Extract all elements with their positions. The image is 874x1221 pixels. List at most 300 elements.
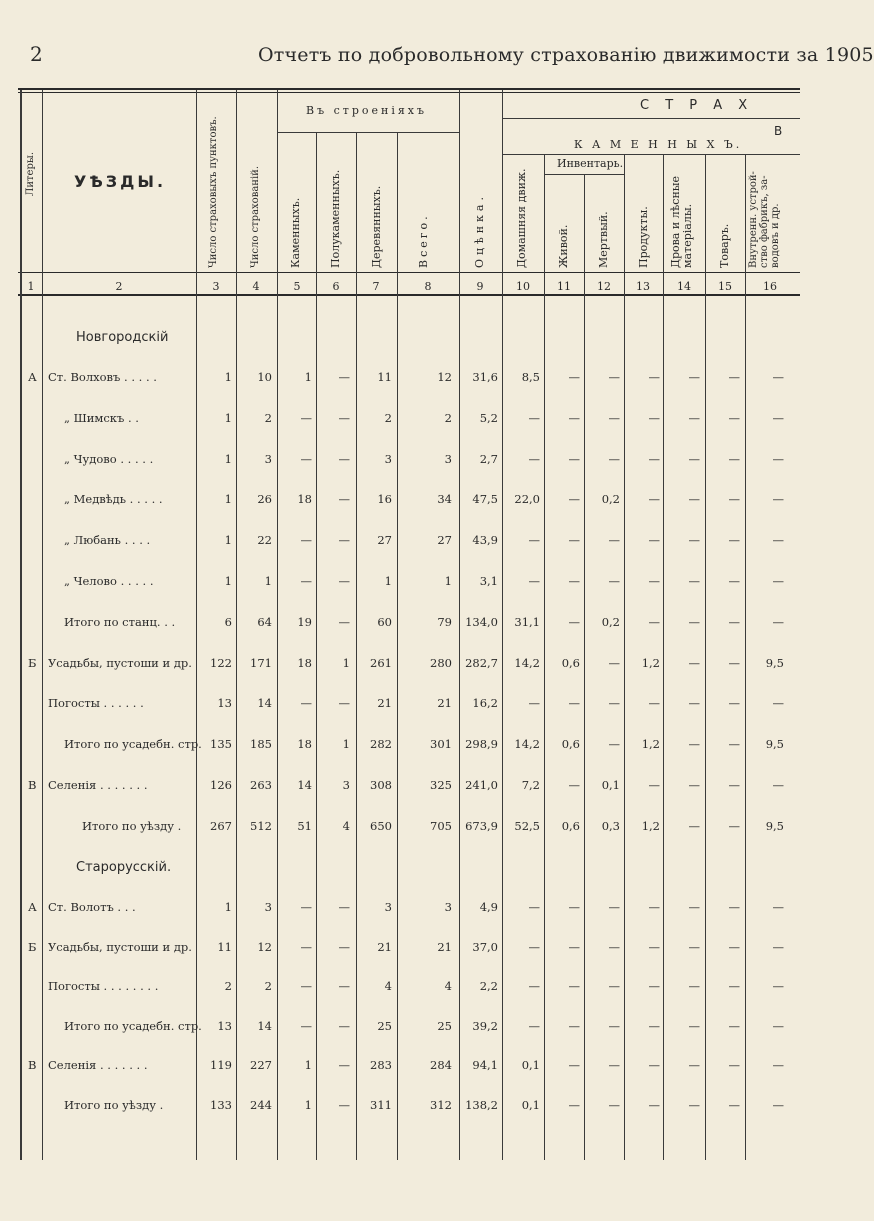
cell-value: 13: [217, 1018, 232, 1033]
header-v-stroeniyah: Въ строеніяхъ: [306, 104, 427, 117]
cell-value: 134,0: [465, 614, 498, 629]
cell-value: 284: [430, 1058, 452, 1072]
row-name: „ Челово . . . . .: [64, 574, 154, 588]
cell-value: 3: [444, 900, 452, 914]
table-row: [0, 819, 800, 839]
cell-value: —: [300, 410, 312, 425]
row-name: Погосты . . . . . . . .: [48, 979, 159, 993]
header-col13: Продукты.: [637, 206, 650, 268]
table-row: [0, 696, 800, 716]
cell-value: 311: [370, 1097, 392, 1112]
cell-value: —: [338, 979, 350, 993]
cell-value: 21: [377, 696, 392, 711]
cell-value: 21: [437, 696, 452, 711]
cell-value: —: [728, 1097, 740, 1112]
cell-value: —: [568, 1018, 580, 1033]
column-number: 5: [293, 280, 301, 293]
cell-value: 25: [437, 1018, 452, 1033]
cell-value: 227: [250, 1058, 272, 1072]
cell-value: 31,6: [472, 370, 498, 384]
cell-value: 282,7: [465, 655, 498, 670]
cell-value: 1,2: [641, 737, 660, 752]
column-number: 8: [424, 280, 432, 293]
cell-value: 673,9: [465, 818, 498, 833]
cell-value: —: [688, 533, 700, 548]
cell-value: —: [300, 900, 312, 914]
column-number: 11: [557, 280, 571, 293]
cell-value: 16,2: [472, 696, 498, 711]
cell-value: 1: [224, 492, 232, 507]
cell-value: —: [528, 574, 540, 588]
header-col6: Полукаменныхъ.: [329, 169, 342, 268]
cell-value: 27: [377, 533, 392, 548]
row-name: Ст. Волотъ . . .: [48, 900, 136, 914]
cell-value: —: [728, 574, 740, 588]
cell-value: —: [648, 1097, 660, 1112]
cell-value: —: [728, 655, 740, 670]
cell-value: —: [728, 818, 740, 833]
cell-value: —: [688, 696, 700, 711]
cell-value: 2: [444, 410, 452, 425]
cell-value: —: [688, 778, 700, 792]
cell-value: —: [648, 410, 660, 425]
cell-value: 22,0: [514, 492, 540, 507]
cell-value: 261: [370, 655, 392, 670]
cell-value: —: [338, 939, 350, 954]
cell-value: —: [688, 1058, 700, 1072]
header-litera: Литеры.: [25, 152, 36, 196]
cell-value: —: [728, 492, 740, 507]
cell-value: —: [772, 696, 784, 711]
cell-value: —: [772, 939, 784, 954]
cell-value: 43,9: [472, 533, 498, 548]
cell-value: 1,2: [641, 655, 660, 670]
cell-value: —: [688, 1097, 700, 1112]
header-col15: Товаръ.: [718, 223, 731, 268]
cell-value: 37,0: [472, 939, 498, 954]
cell-value: —: [608, 574, 620, 588]
cell-value: 241,0: [465, 778, 498, 792]
cell-value: —: [648, 900, 660, 914]
row-letter: Б: [28, 939, 37, 954]
cell-value: 21: [437, 939, 452, 954]
cell-value: 21: [377, 939, 392, 954]
cell-value: —: [338, 696, 350, 711]
cell-value: 47,5: [472, 492, 498, 507]
cell-value: 135: [210, 737, 232, 752]
cell-value: 26: [257, 492, 272, 507]
cell-value: —: [728, 778, 740, 792]
cell-value: 1: [224, 574, 232, 588]
cell-value: 51: [297, 818, 312, 833]
cell-value: —: [300, 939, 312, 954]
cell-value: 3: [342, 778, 350, 792]
row-name: Итого по уѣзду .: [64, 1097, 164, 1112]
column-number: 13: [636, 280, 650, 293]
cell-value: —: [648, 979, 660, 993]
cell-value: 2: [384, 410, 392, 425]
cell-value: —: [300, 533, 312, 548]
cell-value: 312: [430, 1097, 452, 1112]
cell-value: —: [608, 533, 620, 548]
header-col10: Домашняя движ.: [515, 168, 528, 268]
table-row: [0, 940, 800, 960]
table-row: [0, 1019, 800, 1039]
cell-value: —: [338, 614, 350, 629]
cell-value: —: [608, 979, 620, 993]
cell-value: 0,6: [561, 818, 580, 833]
cell-value: —: [608, 370, 620, 384]
row-name: Ст. Волховъ . . . . .: [48, 370, 157, 384]
cell-value: —: [300, 451, 312, 466]
cell-value: 2: [264, 979, 272, 993]
row-letter: В: [28, 1058, 37, 1072]
cell-value: —: [772, 979, 784, 993]
cell-value: 3,1: [479, 574, 498, 588]
cell-value: —: [568, 492, 580, 507]
cell-value: 1: [224, 900, 232, 914]
column-number: 6: [332, 280, 340, 293]
header-col16: Внутренн. устрой- ство фабрикъ, за- водовъ и др.: [748, 171, 781, 268]
cell-value: —: [728, 614, 740, 629]
cell-value: —: [300, 696, 312, 711]
cell-value: —: [338, 1097, 350, 1112]
cell-value: 267: [210, 818, 232, 833]
cell-value: —: [648, 1058, 660, 1072]
top-rule: [18, 88, 800, 90]
cell-value: 1: [304, 1058, 312, 1072]
cell-value: —: [300, 979, 312, 993]
cell-value: —: [688, 614, 700, 629]
cell-value: 4: [444, 979, 452, 993]
row-name: Усадьбы, пустоши и др.: [48, 655, 192, 670]
cell-value: —: [568, 410, 580, 425]
cell-value: —: [568, 696, 580, 711]
cell-value: —: [608, 696, 620, 711]
cell-value: —: [688, 979, 700, 993]
cell-value: 185: [250, 737, 272, 752]
cell-value: —: [528, 939, 540, 954]
cell-value: —: [728, 979, 740, 993]
column-number: 2: [115, 280, 123, 293]
header-col4: Число страхованій.: [250, 165, 261, 268]
strah-rule: [502, 118, 800, 119]
cell-value: 9,5: [765, 737, 784, 752]
row-name: Итого по усадебн. стр.: [64, 737, 202, 752]
row-name: „ Медвѣдь . . . . .: [64, 492, 163, 507]
header-col7: Деревянныхъ.: [370, 185, 383, 268]
cell-value: —: [568, 1058, 580, 1072]
vline-7: [397, 132, 398, 1160]
cell-value: 2,7: [479, 451, 498, 466]
cell-value: —: [338, 492, 350, 507]
row-letter: А: [28, 370, 37, 384]
cell-value: 133: [210, 1097, 232, 1112]
column-number: 7: [372, 280, 380, 293]
cell-value: 0,1: [521, 1097, 540, 1112]
cell-value: 31,1: [514, 614, 540, 629]
top-rule-thin: [18, 92, 800, 93]
cell-value: 171: [250, 655, 272, 670]
header-col8: Всего.: [417, 213, 430, 268]
cell-value: —: [688, 370, 700, 384]
cell-value: 4: [384, 979, 392, 993]
cell-value: —: [648, 1018, 660, 1033]
cell-value: 1: [264, 574, 272, 588]
cell-value: 705: [430, 818, 452, 833]
column-number: 15: [718, 280, 732, 293]
cell-value: 14,2: [514, 655, 540, 670]
table-row: [0, 1098, 800, 1118]
cell-value: —: [338, 574, 350, 588]
cell-value: 2: [264, 410, 272, 425]
cell-value: 283: [370, 1058, 392, 1072]
row-name: Итого по станц. . .: [64, 614, 176, 629]
cell-value: —: [728, 939, 740, 954]
cell-value: —: [528, 451, 540, 466]
row-name: „ Любань . . . .: [64, 533, 151, 548]
cell-value: —: [338, 451, 350, 466]
header-strah: С Т Р А Х: [640, 98, 754, 113]
cell-value: 25: [377, 1018, 392, 1033]
cell-value: 1: [384, 574, 392, 588]
cell-value: —: [608, 451, 620, 466]
cell-value: —: [688, 655, 700, 670]
cell-value: 14: [257, 696, 272, 711]
row-name: Усадьбы, пустоши и др.: [48, 939, 192, 954]
cell-value: —: [688, 1018, 700, 1033]
cell-value: 1: [224, 533, 232, 548]
cell-value: —: [772, 533, 784, 548]
header-kamennyh: К А М Е Н Н Ы Х Ъ.: [574, 138, 743, 151]
cell-value: 22: [257, 533, 272, 548]
cell-value: 94,1: [472, 1058, 498, 1072]
cell-value: 8,5: [521, 370, 540, 384]
cell-value: —: [688, 737, 700, 752]
table-row: [0, 1058, 800, 1078]
cell-value: —: [528, 696, 540, 711]
cell-value: 0,1: [601, 778, 620, 792]
cell-value: 325: [430, 778, 452, 792]
table-row: [0, 737, 800, 757]
cell-value: —: [688, 900, 700, 914]
cell-value: —: [772, 614, 784, 629]
colnum-rule: [18, 294, 800, 296]
cell-value: 298,9: [465, 737, 498, 752]
cell-value: 1: [342, 737, 350, 752]
cell-value: —: [772, 900, 784, 914]
cell-value: —: [772, 778, 784, 792]
table-row: [0, 778, 800, 798]
cell-value: —: [772, 1058, 784, 1072]
cell-value: 14: [257, 1018, 272, 1033]
cell-value: —: [772, 370, 784, 384]
cell-value: —: [648, 939, 660, 954]
cell-value: —: [728, 451, 740, 466]
cell-value: 2,2: [479, 979, 498, 993]
cell-value: —: [338, 1018, 350, 1033]
cell-value: 280: [430, 655, 452, 670]
cell-value: 9,5: [765, 818, 784, 833]
cell-value: 27: [437, 533, 452, 548]
row-name: Селенія . . . . . . .: [48, 1058, 148, 1072]
cell-value: —: [688, 818, 700, 833]
cell-value: 122: [210, 655, 232, 670]
row-letter: В: [28, 778, 37, 792]
cell-value: —: [528, 410, 540, 425]
cell-value: —: [728, 900, 740, 914]
cell-value: —: [648, 778, 660, 792]
cell-value: —: [568, 614, 580, 629]
column-number: 4: [252, 280, 260, 293]
cell-value: —: [648, 492, 660, 507]
cell-value: 3: [444, 451, 452, 466]
cell-value: 0,6: [561, 655, 580, 670]
cell-value: 0,1: [521, 1058, 540, 1072]
cell-value: 263: [250, 778, 272, 792]
cell-value: —: [648, 451, 660, 466]
cell-value: —: [568, 979, 580, 993]
stroeniya-rule: [277, 132, 459, 133]
cell-value: 18: [297, 492, 312, 507]
cell-value: 18: [297, 737, 312, 752]
row-letter: Б: [28, 655, 37, 670]
cell-value: 0,3: [601, 818, 620, 833]
cell-value: —: [608, 1018, 620, 1033]
cell-value: —: [568, 574, 580, 588]
cell-value: —: [648, 370, 660, 384]
cell-value: —: [568, 1097, 580, 1112]
cell-value: —: [608, 1097, 620, 1112]
row-letter: А: [28, 900, 37, 914]
cell-value: —: [608, 737, 620, 752]
table-row: [0, 370, 800, 390]
cell-value: 4: [342, 818, 350, 833]
section-title: Новгородскій: [76, 330, 169, 345]
header-col5: Каменныхъ.: [289, 197, 302, 268]
cell-value: 14: [297, 778, 312, 792]
cell-value: —: [688, 410, 700, 425]
cell-value: —: [728, 1018, 740, 1033]
cell-value: 2: [224, 979, 232, 993]
cell-value: —: [728, 737, 740, 752]
cell-value: —: [300, 1018, 312, 1033]
cell-value: —: [528, 979, 540, 993]
cell-value: —: [338, 533, 350, 548]
row-name: Итого по усадебн. стр.: [64, 1018, 202, 1033]
table-row: [0, 452, 800, 472]
cell-value: —: [728, 696, 740, 711]
cell-value: —: [528, 1018, 540, 1033]
cell-value: 3: [264, 451, 272, 466]
column-number: 9: [476, 280, 484, 293]
column-number: 1: [27, 280, 35, 293]
column-number: 16: [763, 280, 777, 293]
cell-value: 3: [264, 900, 272, 914]
cell-value: —: [688, 492, 700, 507]
cell-value: —: [772, 451, 784, 466]
table-row: [0, 411, 800, 431]
cell-value: 1: [444, 574, 452, 588]
header-col14: Дрова и лѣсные матеріалы.: [669, 175, 694, 268]
table-row: [0, 615, 800, 635]
cell-value: —: [648, 574, 660, 588]
row-name: Селенія . . . . . . .: [48, 778, 148, 792]
cell-value: —: [568, 370, 580, 384]
table-row: [0, 900, 800, 920]
cell-value: —: [608, 655, 620, 670]
cell-value: 79: [437, 614, 452, 629]
header-uezdy: УѢЗДЫ.: [74, 172, 167, 191]
cell-value: 1: [342, 655, 350, 670]
cell-value: —: [772, 1097, 784, 1112]
cell-value: 19: [297, 614, 312, 629]
cell-value: —: [568, 533, 580, 548]
cell-value: —: [568, 900, 580, 914]
cell-value: —: [688, 451, 700, 466]
cell-value: 119: [210, 1058, 232, 1072]
cell-value: 138,2: [465, 1097, 498, 1112]
cell-value: —: [338, 900, 350, 914]
cell-value: 0,2: [601, 492, 620, 507]
cell-value: —: [608, 939, 620, 954]
cell-value: 11: [377, 370, 392, 384]
row-name: „ Чудово . . . . .: [64, 451, 154, 466]
cell-value: —: [648, 533, 660, 548]
cell-value: 12: [437, 370, 452, 384]
cell-value: —: [648, 614, 660, 629]
cell-value: —: [728, 370, 740, 384]
cell-value: 6: [224, 614, 232, 629]
cell-value: 126: [210, 778, 232, 792]
cell-value: 1,2: [641, 818, 660, 833]
column-number: 12: [597, 280, 611, 293]
section-title: Старорусскій.: [76, 860, 172, 875]
cell-value: —: [568, 778, 580, 792]
cell-value: 650: [370, 818, 392, 833]
cell-value: 308: [370, 778, 392, 792]
cell-value: —: [338, 410, 350, 425]
cell-value: 11: [217, 939, 232, 954]
header-col11: Живой.: [557, 224, 570, 268]
cell-value: 10: [257, 370, 272, 384]
page-title: Отчетъ по добровольному страхованію движимости за 1905: [258, 44, 874, 66]
cell-value: 3: [384, 451, 392, 466]
cell-value: 52,5: [514, 818, 540, 833]
cell-value: 244: [250, 1097, 272, 1112]
cell-value: —: [300, 574, 312, 588]
cell-value: —: [688, 574, 700, 588]
cell-value: —: [688, 939, 700, 954]
cell-value: —: [728, 1058, 740, 1072]
header-col9: Оцѣнка.: [473, 193, 486, 268]
table-row: [0, 656, 800, 676]
cell-value: 282: [370, 737, 392, 752]
cell-value: 0,6: [561, 737, 580, 752]
table-row: [0, 492, 800, 512]
cell-value: —: [568, 451, 580, 466]
cell-value: —: [772, 492, 784, 507]
cell-value: —: [338, 370, 350, 384]
column-number: 14: [677, 280, 691, 293]
cell-value: 7,2: [521, 778, 540, 792]
cell-value: —: [772, 410, 784, 425]
column-number: 3: [212, 280, 220, 293]
cell-value: 1: [224, 370, 232, 384]
table-row: [0, 979, 800, 999]
cell-value: —: [608, 410, 620, 425]
column-number: 10: [516, 280, 530, 293]
